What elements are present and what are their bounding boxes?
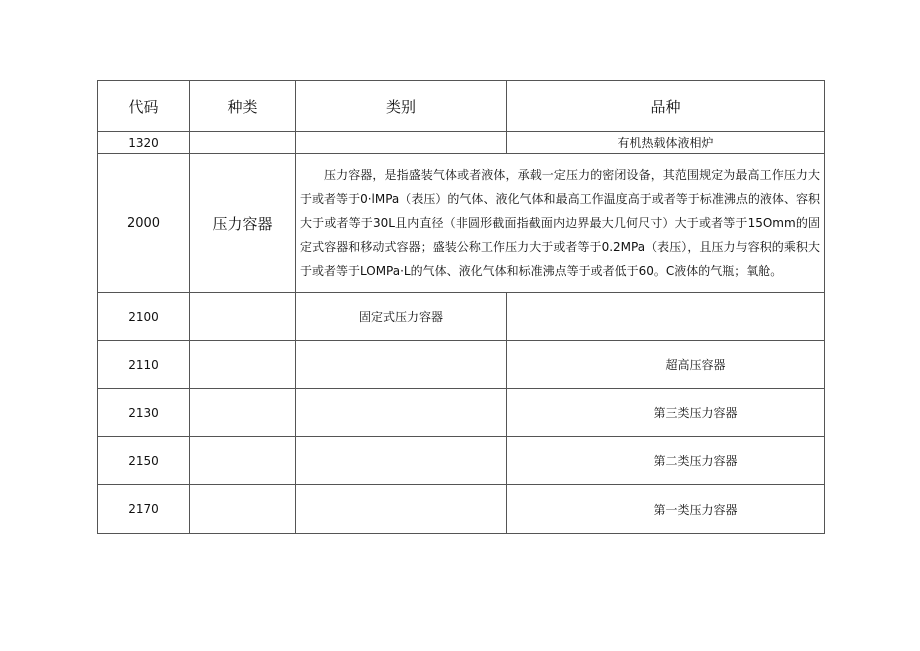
row-category	[296, 132, 507, 154]
row-category: 固定式压力容器	[296, 293, 507, 341]
row-kind	[190, 437, 296, 485]
row-code: 2170	[98, 485, 190, 534]
row-definition: 压力容器，是指盛装气体或者液体，承载一定压力的密闭设备，其范围规定为最高工作压力大于或者等于0·lMPa（表压）的气体、液化气体和最高工作温度高于或者等于标准沸点的液体、容积大于或者等于30L且内直径（非圆形截面指截面内边界最大几何尺寸）大于或者等于15Omm的固定式容器和移动式容器；盛装公称工作压力大于或者等于0.2MPa（表压），且压力与容积的乘积大于或者等于LOMPa·L的气体、液化气体和标准沸点等于或者低于60。C液体的气瓶；氧舱。	[296, 154, 825, 293]
row-variety: 第一类压力容器	[507, 485, 825, 534]
table-row	[98, 132, 825, 154]
row-variety: 第二类压力容器	[507, 437, 825, 485]
header-category: 类别	[296, 81, 507, 132]
row-code: 1320	[98, 132, 190, 154]
row-category	[296, 437, 507, 485]
row-code: 2150	[98, 437, 190, 485]
row-code: 2100	[98, 293, 190, 341]
row-code: 2110	[98, 341, 190, 389]
row-kind: 压力容器	[190, 154, 296, 293]
row-variety: 第三类压力容器	[507, 389, 825, 437]
table-row	[98, 154, 825, 293]
table-row	[98, 341, 825, 389]
row-kind	[190, 341, 296, 389]
row-category	[296, 485, 507, 534]
equipment-catalog-table	[97, 80, 825, 534]
row-kind	[190, 485, 296, 534]
row-variety	[507, 293, 825, 341]
table-row	[98, 437, 825, 485]
row-code: 2130	[98, 389, 190, 437]
row-category	[296, 389, 507, 437]
row-kind	[190, 132, 296, 154]
row-kind	[190, 389, 296, 437]
table-header-row	[98, 81, 825, 132]
row-kind	[190, 293, 296, 341]
table-row	[98, 293, 825, 341]
table-row	[98, 485, 825, 534]
header-code: 代码	[98, 81, 190, 132]
table-row	[98, 389, 825, 437]
row-variety: 有机热载体液相炉	[507, 132, 825, 154]
row-variety: 超高压容器	[507, 341, 825, 389]
header-kind: 种类	[190, 81, 296, 132]
row-code: 2000	[98, 154, 190, 293]
row-category	[296, 341, 507, 389]
header-variety: 品种	[507, 81, 825, 132]
